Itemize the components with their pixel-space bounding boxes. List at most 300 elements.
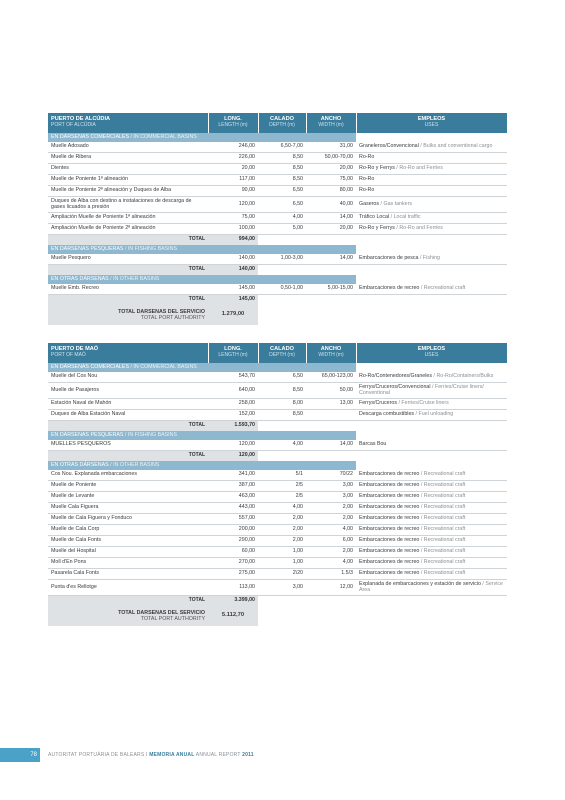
width-value: 31,00 [306,142,356,153]
use-value-en: Ro-Ro/Containers/Bulks [436,373,494,380]
use-separator: / [419,493,424,500]
length-value: 275,00 [208,569,258,580]
depth-header: CALADO [270,116,294,123]
total-value: 1.593,70 [208,421,258,432]
use-cell [356,372,507,383]
total-label: TOTAL [48,451,208,462]
footer-org: AUTORITAT PORTUÀRIA DE BALEARS [48,752,145,758]
total-row [48,421,507,432]
use-cell [356,547,507,558]
table-row [48,536,507,547]
section-row [48,431,507,440]
use-value-en: Gas tankers [383,200,413,207]
depth-value: 8,50 [258,383,306,399]
section-label-cell [48,461,356,470]
use-cell [356,569,507,580]
use-cell [356,383,507,399]
depth-value: 8,50 [258,164,306,175]
length-value: 200,00 [208,525,258,536]
total-label: TOTAL [48,421,208,432]
width-value: 6,00 [306,536,356,547]
berth-name: Muelle Emb. Recreo [48,284,208,295]
total-label: TOTAL [48,235,208,246]
section-row [48,245,507,254]
berth-name: Punta d'es Rellotge [48,580,208,596]
use-separator: / [418,143,424,150]
grand-total-value: 5.112,70 [208,606,258,626]
footer-text [48,752,254,758]
use-value-en: Recreational craft [423,515,466,522]
table-row [48,580,507,596]
depth-value: 6,50-7,00 [258,142,306,153]
use-separator: / [419,515,424,522]
depth-value: 4,00 [258,503,306,514]
use-value: Embarcaciones de recreo [359,537,420,544]
depth-value: 3,00 [258,580,306,596]
section-label-en: IN OTHER BASINS [113,275,160,282]
table-row [48,558,507,569]
depth-value: 2/5 [258,481,306,492]
use-value: Embarcaciones de recreo [359,482,420,489]
table-row [48,569,507,580]
width-value: 65,00-123,00 [306,372,356,383]
port-title: PUERTO DE MAÓ [51,346,99,353]
depth-value: 8,50 [258,153,306,164]
use-value: Embarcaciones de pesca [359,255,419,262]
table-row [48,224,507,235]
length-header-cell [208,343,258,363]
section-label: EN DÁRSENAS COMERCIALES [51,363,129,370]
section-label: EN OTRAS DÁRSENAS [51,275,109,282]
depth-value: 6,50 [258,197,306,213]
use-value: Ro-Ro [359,176,375,183]
use-value-en: Ferries/Cruise liners/ Conventional [359,383,484,396]
use-separator: / [379,200,384,207]
section-separator: / [123,431,128,438]
use-value: Embarcaciones de recreo [359,548,420,555]
grand-total-label-en: TOTAL PORT AUTHORITY [140,616,205,622]
use-value: Graneleros/Convencional [359,143,419,150]
grand-total-label-cell [48,606,208,626]
use-value: Embarcaciones de recreo [359,493,420,500]
berth-name: Ampliación Muelle de Poniente 2ª alineación [48,224,208,235]
width-value: 40,00 [306,197,356,213]
footer-separator: I [146,752,148,758]
use-cell [356,197,507,213]
use-cell [356,164,507,175]
grand-total-label: TOTAL DARSENAS DEL SERVICIO [118,309,205,315]
table-row [48,197,507,213]
header-row [48,113,507,133]
total-value: 3.399,00 [208,596,258,607]
use-separator: / [419,471,424,478]
use-separator: / [432,373,437,380]
grand-total-row [48,305,507,325]
grand-total-label-cell [48,305,208,325]
length-value: 258,00 [208,399,258,410]
berth-name: Dientes [48,164,208,175]
depth-header-en: DEPTH (m) [269,352,295,358]
use-value: Ro-Ro y Ferrys [359,225,395,232]
uses-header-en: USES [424,122,439,128]
width-value: 80,00 [306,186,356,197]
use-value-en: Recreational craft [423,559,466,566]
port-title-en: PORT OF MAÓ [51,352,86,358]
use-value: Embarcaciones de recreo [359,504,420,511]
total-label: TOTAL [48,265,208,276]
section-blank [356,245,507,254]
length-value: 270,00 [208,558,258,569]
footer-report-en: ANNUAL REPORT [195,752,241,758]
section-row [48,461,507,470]
table-row [48,440,507,451]
uses-header-en: USES [424,352,439,358]
berth-name: Muelle de Cala Fonts [48,536,208,547]
total-value: 994,00 [208,235,258,246]
use-value: Embarcaciones de recreo [359,285,420,292]
use-separator: / [419,570,424,577]
berth-name: Muelle de Levante [48,492,208,503]
use-value: Ferrys/Cruceros [359,400,397,407]
berth-name: Pasarela Cala Fonts [48,569,208,580]
use-cell [356,525,507,536]
table-row [48,213,507,224]
depth-value: 2,00 [258,514,306,525]
use-cell [356,254,507,265]
length-value: 117,00 [208,175,258,186]
width-value: 20,00 [306,224,356,235]
footer-year: 2011 [242,752,254,758]
grand-total-value: 1.279,00 [208,305,258,325]
use-value: Gaseros [359,200,380,207]
length-value: 341,00 [208,470,258,481]
use-value: Ferrys/Cruceros/Convencional [359,383,431,390]
width-value: 50,00 [306,383,356,399]
use-cell [356,536,507,547]
section-label: EN DÁRSENAS PESQUERAS [51,245,124,252]
length-value: 140,00 [208,254,258,265]
length-value: 226,00 [208,153,258,164]
use-separator: / [389,214,394,221]
use-value-en: Recreational craft [423,570,466,577]
berth-name: Muelle Adosado [48,142,208,153]
grand-total-row [48,606,507,626]
depth-value: 1,00-3,00 [258,254,306,265]
width-value: 4,00 [306,525,356,536]
use-separator: / [419,482,424,489]
section-label-cell [48,133,356,142]
use-value: Embarcaciones de recreo [359,526,420,533]
use-separator: / [419,504,424,511]
berth-name: Muelle del Hospital [48,547,208,558]
use-value-en: Ferries/Cruise liners [401,400,449,407]
use-cell [356,503,507,514]
total-label: TOTAL [48,596,208,607]
total-blank [258,235,507,246]
total-blank [258,596,507,607]
uses-header-cell [356,113,507,133]
use-value: Explanada de embarcaciones y estación de servicio [359,580,481,587]
berth-name: Duques de Alba con destino a instalaciones de descarga de gases licuados a presión [48,197,208,213]
grand-total-label: TOTAL DARSENAS DEL SERVICIO [118,610,205,616]
width-header-en: WIDTH (m) [318,122,344,128]
section-blank [356,275,507,284]
total-row [48,295,507,306]
grand-total-blank [258,305,507,325]
table-row [48,410,507,421]
section-separator: / [108,275,114,282]
length-value: 113,00 [208,580,258,596]
use-cell [356,470,507,481]
width-value: 2,00 [306,514,356,525]
section-separator: / [108,461,114,468]
berth-name: Muelle de Pasajeros [48,383,208,399]
total-value: 145,00 [208,295,258,306]
use-value-en: Recreational craft [423,285,466,292]
use-value-en: Service Area [359,580,503,593]
use-cell [356,558,507,569]
use-separator: / [419,537,424,544]
width-header-cell [306,343,356,363]
berth-name: Muelle de Cala Corp [48,525,208,536]
use-value-en: Recreational craft [423,493,466,500]
section-label-en: IN COMMERCIAL BASINS [133,133,197,140]
table-row [48,492,507,503]
table-row [48,383,507,399]
table-row [48,142,507,153]
use-separator: / [414,411,419,418]
berth-name: Muelle Pesquero [48,254,208,265]
use-value: Ro-Ro/Contenedores/Graneles [359,373,433,380]
section-label: EN OTRAS DÁRSENAS [51,461,109,468]
width-value: 70/22 [306,470,356,481]
use-value-en: Fuel unloading [418,411,454,418]
berth-name: MUELLES PESQUEROS [48,440,208,451]
depth-value: 8,50 [258,175,306,186]
port-title: PUERTO DE ALCÚDIA [51,116,111,123]
width-header: ANCHO [320,346,342,353]
depth-value: 2,00 [258,525,306,536]
use-value-en: Bulks and conventional cargo [423,143,493,150]
width-header-en: WIDTH (m) [318,352,344,358]
use-value: Ro-Ro [359,187,375,194]
section-row [48,133,507,142]
header-row [48,343,507,363]
length-value: 20,00 [208,164,258,175]
use-value-en: Recreational craft [423,504,466,511]
berth-name: Muelle del Cos Nou [48,372,208,383]
width-value: 2,00 [306,547,356,558]
section-label-en: IN COMMERCIAL BASINS [133,363,197,370]
use-value: Embarcaciones de recreo [359,471,420,478]
use-value: Ro-Ro [359,154,375,161]
table-row [48,186,507,197]
length-header: LONG. [224,116,242,123]
use-value: Barcas Bou [359,441,387,448]
use-value-en: Recreational craft [423,526,466,533]
table-row [48,470,507,481]
use-cell [356,410,507,421]
use-cell [356,399,507,410]
width-value: 14,00 [306,254,356,265]
use-value: Descarga combustibles [359,411,415,418]
use-value-en: Recreational craft [423,471,466,478]
total-blank [258,295,507,306]
length-value: 60,00 [208,547,258,558]
total-label: TOTAL [48,295,208,306]
table-row [48,153,507,164]
depth-value: 1,00 [258,558,306,569]
berth-name: Muelle de Poniente 1ª alineación [48,175,208,186]
section-blank [356,133,507,142]
use-cell [356,514,507,525]
total-value: 120,00 [208,451,258,462]
use-value: Embarcaciones de recreo [359,515,420,522]
use-cell [356,142,507,153]
depth-value: 1,00 [258,547,306,558]
length-value: 120,00 [208,197,258,213]
mao-table [48,343,508,626]
section-separator: / [123,245,128,252]
width-value: 12,00 [306,580,356,596]
length-value: 640,00 [208,383,258,399]
use-cell [356,153,507,164]
depth-value: 5/1 [258,470,306,481]
width-value: 50,00-70,00 [306,153,356,164]
use-separator: / [418,255,423,262]
total-row [48,596,507,607]
use-cell [356,224,507,235]
length-header-en: LENGTH (m) [218,122,248,128]
length-value: 152,00 [208,410,258,421]
width-header: ANCHO [320,116,342,123]
total-row [48,451,507,462]
section-label-cell [48,363,356,372]
grand-total-blank [258,606,507,626]
width-value: 3,00 [306,492,356,503]
section-label: EN DÁRSENAS PESQUERAS [51,431,124,438]
use-value-en: Fishing [422,255,440,262]
width-value: 4,00 [306,558,356,569]
length-header-en: LENGTH (m) [218,352,248,358]
total-row [48,235,507,246]
footer-report: MEMORIA ANUAL [149,752,195,758]
port-title-en: PORT OF ALCÚDIA [51,122,96,128]
table-row [48,503,507,514]
page-number: 78 [0,748,40,762]
table-row [48,525,507,536]
section-label-cell [48,245,356,254]
length-value: 120,00 [208,440,258,451]
depth-value: 6,50 [258,372,306,383]
table-row [48,164,507,175]
length-value: 246,00 [208,142,258,153]
width-value: 14,00 [306,440,356,451]
berth-name: Muelle de Cala Figuera y Fonduco [48,514,208,525]
depth-value: 8,00 [258,399,306,410]
use-separator: / [394,165,400,172]
length-value: 75,00 [208,213,258,224]
use-cell [356,284,507,295]
total-blank [258,421,507,432]
depth-value: 4,00 [258,213,306,224]
use-separator: / [419,548,424,555]
width-value: 1.5/3 [306,569,356,580]
berth-name: Muelle de Poniente 2ª alineación y Duques de Alba [48,186,208,197]
section-label-en: IN OTHER BASINS [113,461,160,468]
width-value: 3,00 [306,481,356,492]
use-cell [356,580,507,596]
depth-value: 5,00 [258,224,306,235]
length-value: 100,00 [208,224,258,235]
use-separator: / [396,400,402,407]
width-value: 20,00 [306,164,356,175]
use-separator: / [419,285,424,292]
berth-name: Muelle de Ribera [48,153,208,164]
depth-value: 2/5 [258,492,306,503]
use-separator: / [419,526,424,533]
section-row [48,275,507,284]
table-row [48,514,507,525]
width-value: 13,00 [306,399,356,410]
length-header: LONG. [224,346,242,353]
port-title-cell [48,113,208,133]
section-label-en: IN FISHING BASINS [127,245,177,252]
section-separator: / [129,133,134,140]
length-value: 290,00 [208,536,258,547]
berth-name: Moll d'En Pons [48,558,208,569]
grand-total-label-en: TOTAL PORT AUTHORITY [140,315,205,321]
table-row [48,372,507,383]
page-footer [0,748,565,768]
section-blank [356,461,507,470]
length-value: 543,70 [208,372,258,383]
depth-header-cell [258,113,306,133]
section-label-cell [48,431,356,440]
length-header-cell [208,113,258,133]
length-value: 557,00 [208,514,258,525]
use-cell [356,481,507,492]
use-separator: / [430,383,435,390]
use-separator: / [394,225,400,232]
depth-value: 4,00 [258,440,306,451]
use-cell [356,175,507,186]
section-label-en: IN FISHING BASINS [127,431,177,438]
table-row [48,175,507,186]
width-header-cell [306,113,356,133]
section-label: EN DÁRSENAS COMERCIALES [51,133,129,140]
alcudia-table [48,113,508,325]
use-value: Embarcaciones de recreo [359,559,420,566]
total-blank [258,451,507,462]
berth-name: Muelle de Poniente [48,481,208,492]
use-separator: / [480,580,486,587]
width-value: 5,00-15,00 [306,284,356,295]
use-value-en: Recreational craft [423,482,466,489]
section-blank [356,431,507,440]
depth-header-en: DEPTH (m) [269,122,295,128]
table-row [48,481,507,492]
use-cell [356,213,507,224]
section-label-cell [48,275,356,284]
length-value: 463,00 [208,492,258,503]
depth-value: 6,50 [258,186,306,197]
berth-name: Duques de Alba Estación Naval [48,410,208,421]
depth-header: CALADO [270,346,294,353]
use-value: Ro-Ro y Ferrys [359,165,395,172]
use-value-en: Recreational craft [423,537,466,544]
berth-name: Ampliación Muelle de Poniente 1ª alineación [48,213,208,224]
